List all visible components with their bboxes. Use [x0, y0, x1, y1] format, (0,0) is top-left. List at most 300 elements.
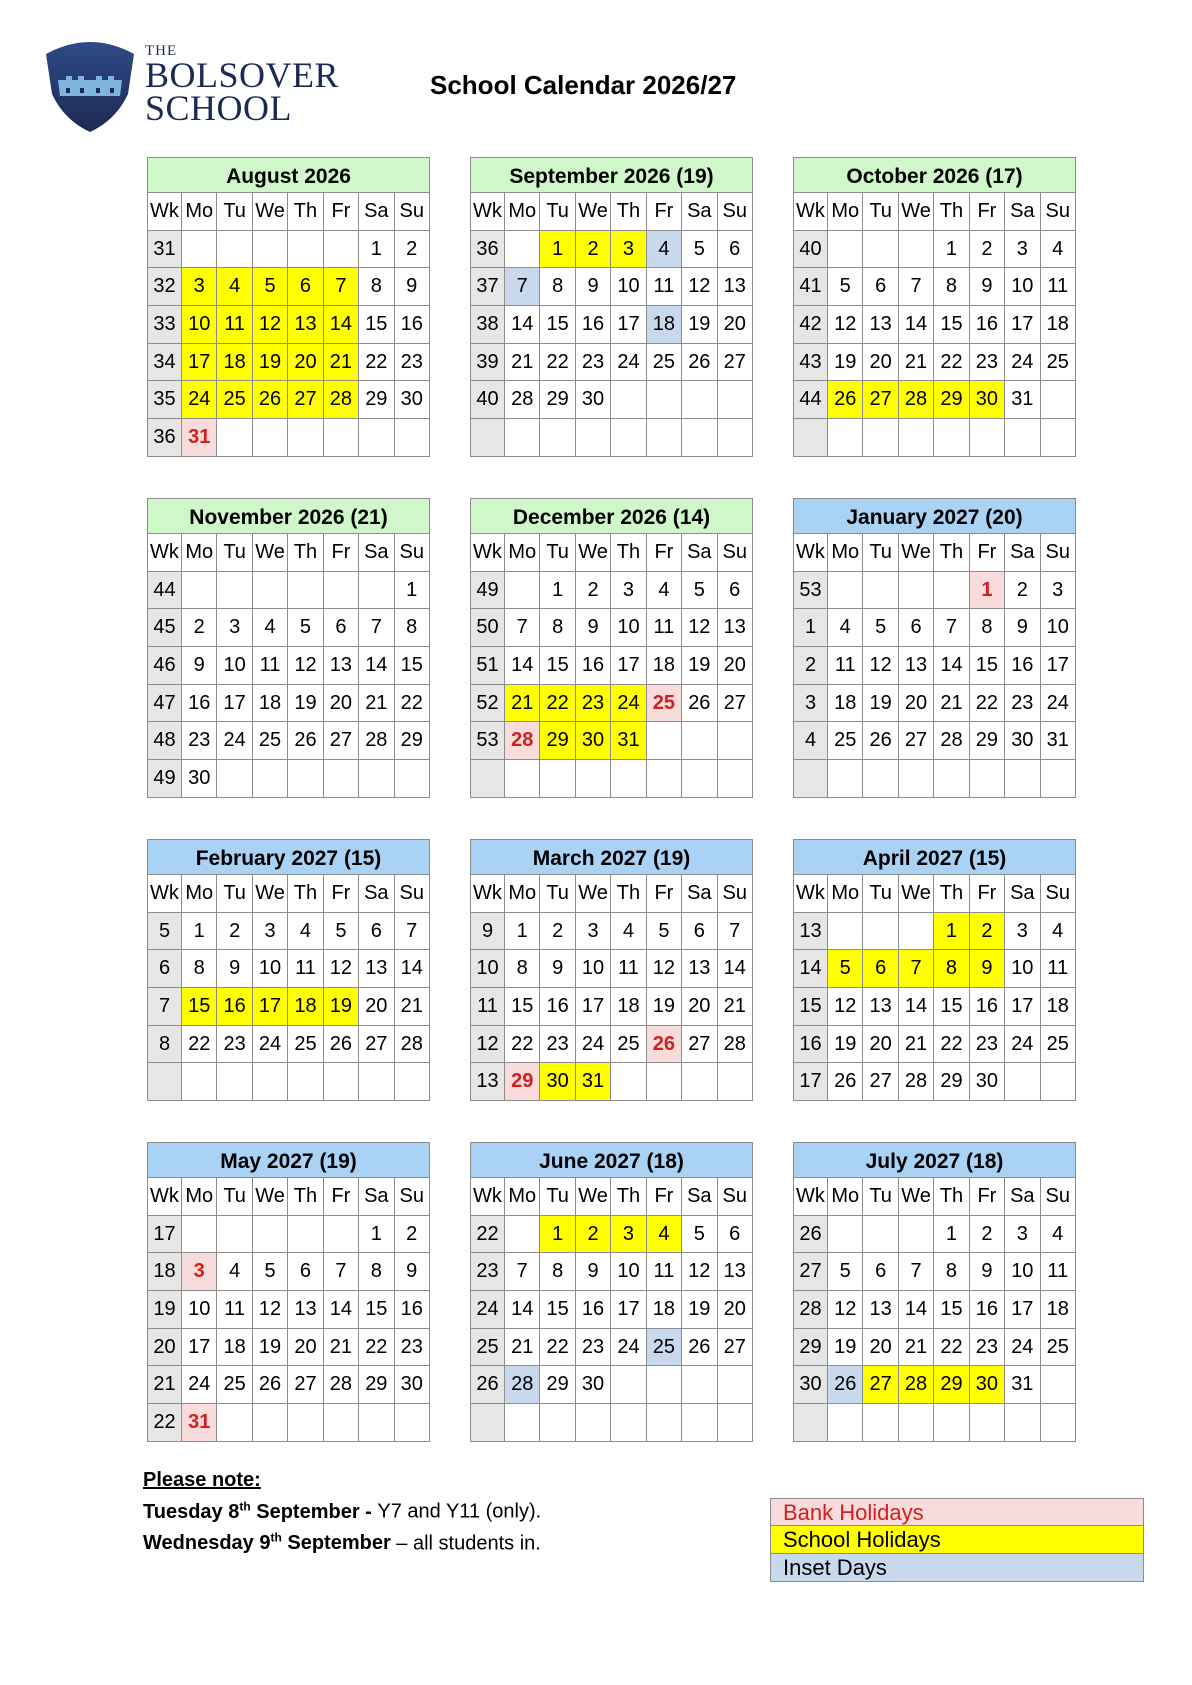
weekday-header: Sa: [1005, 193, 1040, 231]
empty-day-cell: [682, 760, 717, 798]
day-cell: 26: [828, 1366, 863, 1404]
empty-day-cell: [395, 419, 430, 457]
day-cell: 13: [682, 950, 717, 988]
day-cell: 12: [253, 306, 288, 344]
day-cell: 30: [395, 381, 430, 419]
day-cell: 26: [863, 722, 898, 760]
day-cell: 9: [970, 268, 1005, 306]
week-number-cell: 37: [470, 268, 505, 306]
day-cell: 3: [217, 609, 252, 647]
weekday-header: Th: [934, 534, 969, 572]
day-cell: 1: [970, 572, 1005, 610]
week-number-cell: 4: [793, 722, 828, 760]
week-number-cell: 44: [147, 572, 182, 610]
day-cell: 14: [899, 1291, 934, 1329]
week-number-header: Wk: [147, 193, 182, 231]
note-line-1-sup: th: [239, 1499, 251, 1513]
day-cell: 3: [611, 231, 646, 269]
day-cell: 27: [324, 722, 359, 760]
day-cell: 26: [682, 344, 717, 382]
weekday-header: Su: [395, 1178, 430, 1216]
day-cell: 8: [395, 609, 430, 647]
week-number-cell: 16: [793, 1026, 828, 1064]
day-cell: 3: [253, 913, 288, 951]
day-cell: 3: [611, 1216, 646, 1254]
day-cell: 23: [1005, 685, 1040, 723]
week-number-cell: 28: [793, 1291, 828, 1329]
day-cell: 28: [324, 1366, 359, 1404]
weekday-header: Fr: [970, 1178, 1005, 1216]
day-cell: 11: [647, 609, 682, 647]
day-cell: 2: [970, 231, 1005, 269]
day-cell: 15: [970, 647, 1005, 685]
weekday-header: We: [253, 193, 288, 231]
weekday-header: We: [576, 875, 611, 913]
day-cell: 23: [182, 722, 217, 760]
day-cell: 20: [863, 344, 898, 382]
day-cell: 5: [828, 950, 863, 988]
day-cell: 28: [934, 722, 969, 760]
day-cell: 5: [682, 1216, 717, 1254]
week-number-header: Wk: [147, 875, 182, 913]
day-cell: 28: [899, 381, 934, 419]
day-cell: 18: [217, 1329, 252, 1367]
empty-day-cell: [828, 760, 863, 798]
day-cell: 30: [395, 1366, 430, 1404]
day-cell: 17: [611, 1291, 646, 1329]
day-cell: 11: [1041, 950, 1076, 988]
week-number-header: Wk: [793, 534, 828, 572]
day-cell: 23: [970, 344, 1005, 382]
day-cell: 18: [611, 988, 646, 1026]
week-number-cell: 29: [793, 1329, 828, 1367]
empty-day-cell: [647, 419, 682, 457]
week-number-cell: 46: [147, 647, 182, 685]
day-cell: 10: [1041, 609, 1076, 647]
month-calendar: [470, 498, 753, 798]
month-day-grid: [470, 1178, 753, 1442]
week-number-cell: 52: [470, 685, 505, 723]
day-cell: 19: [288, 685, 323, 723]
day-cell: 1: [540, 572, 575, 610]
day-cell: 19: [863, 685, 898, 723]
week-number-cell: 34: [147, 344, 182, 382]
day-cell: 8: [359, 1253, 394, 1291]
empty-day-cell: [359, 760, 394, 798]
month-day-grid: [147, 1178, 430, 1442]
day-cell: 14: [505, 306, 540, 344]
day-cell: 18: [647, 647, 682, 685]
day-cell: 9: [395, 268, 430, 306]
day-cell: 4: [288, 913, 323, 951]
day-cell: 8: [182, 950, 217, 988]
day-cell: 6: [718, 572, 753, 610]
week-number-cell: 2: [793, 647, 828, 685]
empty-day-cell: [718, 1366, 753, 1404]
empty-day-cell: [182, 1063, 217, 1101]
logo-text-name-2: SCHOOL: [145, 88, 293, 128]
weekday-header: Tu: [217, 534, 252, 572]
week-number-cell: 51: [470, 647, 505, 685]
empty-day-cell: [253, 1216, 288, 1254]
empty-day-cell: [505, 419, 540, 457]
day-cell: 12: [863, 647, 898, 685]
weekday-header: Su: [1041, 534, 1076, 572]
note-line-2-sup: th: [270, 1530, 282, 1545]
day-cell: 24: [253, 1026, 288, 1064]
day-cell: 7: [718, 913, 753, 951]
empty-day-cell: [611, 381, 646, 419]
day-cell: 26: [647, 1026, 682, 1064]
month-day-grid: [793, 1178, 1076, 1442]
empty-day-cell: [182, 231, 217, 269]
empty-day-cell: [718, 722, 753, 760]
week-number-cell: [793, 419, 828, 457]
empty-day-cell: [253, 231, 288, 269]
month-title: February 2027 (15): [147, 839, 430, 875]
week-number-header: Wk: [470, 534, 505, 572]
day-cell: 21: [324, 344, 359, 382]
empty-day-cell: [1041, 419, 1076, 457]
day-cell: 24: [611, 344, 646, 382]
day-cell: 15: [540, 306, 575, 344]
day-cell: 14: [934, 647, 969, 685]
weekday-header: Su: [1041, 193, 1076, 231]
day-cell: 31: [576, 1063, 611, 1101]
day-cell: 18: [828, 685, 863, 723]
day-cell: 29: [934, 381, 969, 419]
day-cell: 9: [217, 950, 252, 988]
empty-day-cell: [253, 760, 288, 798]
weekday-header: Fr: [324, 534, 359, 572]
day-cell: 21: [505, 1329, 540, 1367]
day-cell: 11: [647, 1253, 682, 1291]
weekday-header: Su: [395, 534, 430, 572]
week-number-header: Wk: [470, 875, 505, 913]
weekday-header: Tu: [863, 875, 898, 913]
week-number-cell: 26: [470, 1366, 505, 1404]
day-cell: 16: [217, 988, 252, 1026]
empty-day-cell: [647, 722, 682, 760]
day-cell: 10: [1005, 268, 1040, 306]
month-day-grid: [470, 534, 753, 798]
day-cell: 17: [1041, 647, 1076, 685]
day-cell: 19: [682, 1291, 717, 1329]
day-cell: 18: [217, 344, 252, 382]
week-number-cell: 42: [793, 306, 828, 344]
week-number-cell: 22: [470, 1216, 505, 1254]
day-cell: 16: [970, 988, 1005, 1026]
day-cell: 3: [1005, 231, 1040, 269]
empty-day-cell: [611, 1063, 646, 1101]
empty-day-cell: [217, 419, 252, 457]
empty-day-cell: [217, 1216, 252, 1254]
weekday-header: Tu: [540, 193, 575, 231]
day-cell: 4: [647, 572, 682, 610]
weekday-header: Sa: [359, 1178, 394, 1216]
day-cell: 1: [934, 1216, 969, 1254]
day-cell: 10: [182, 306, 217, 344]
empty-day-cell: [253, 419, 288, 457]
day-cell: 18: [1041, 988, 1076, 1026]
weekday-header: Fr: [647, 534, 682, 572]
week-number-cell: 9: [470, 913, 505, 951]
weekday-header: Th: [288, 1178, 323, 1216]
month-title: June 2027 (18): [470, 1142, 753, 1178]
weekday-header: Mo: [182, 1178, 217, 1216]
day-cell: 25: [217, 381, 252, 419]
day-cell: 3: [182, 1253, 217, 1291]
day-cell: 23: [395, 1329, 430, 1367]
month-title: January 2027 (20): [793, 498, 1076, 534]
empty-day-cell: [934, 1404, 969, 1442]
day-cell: 21: [899, 1329, 934, 1367]
day-cell: 25: [1041, 344, 1076, 382]
weekday-header: We: [576, 193, 611, 231]
week-number-cell: 36: [470, 231, 505, 269]
day-cell: 31: [1005, 1366, 1040, 1404]
empty-day-cell: [288, 419, 323, 457]
day-cell: 27: [682, 1026, 717, 1064]
day-cell: 25: [288, 1026, 323, 1064]
day-cell: 1: [359, 1216, 394, 1254]
day-cell: 18: [647, 1291, 682, 1329]
day-cell: 17: [1005, 1291, 1040, 1329]
day-cell: 5: [828, 1253, 863, 1291]
empty-day-cell: [863, 1404, 898, 1442]
empty-day-cell: [1005, 1404, 1040, 1442]
empty-day-cell: [324, 1063, 359, 1101]
day-cell: 28: [899, 1366, 934, 1404]
weekday-header: Fr: [970, 875, 1005, 913]
week-number-cell: 24: [470, 1291, 505, 1329]
day-cell: 1: [395, 572, 430, 610]
day-cell: 13: [718, 1253, 753, 1291]
empty-day-cell: [718, 760, 753, 798]
day-cell: 22: [970, 685, 1005, 723]
day-cell: 28: [505, 722, 540, 760]
weekday-header: Sa: [682, 1178, 717, 1216]
empty-day-cell: [863, 231, 898, 269]
day-cell: 16: [576, 306, 611, 344]
week-number-header: Wk: [793, 193, 828, 231]
day-cell: 12: [828, 1291, 863, 1329]
weekday-header: Sa: [359, 875, 394, 913]
day-cell: 16: [970, 306, 1005, 344]
day-cell: 1: [540, 1216, 575, 1254]
shield-crest-icon: [44, 36, 136, 134]
day-cell: 9: [182, 647, 217, 685]
day-cell: 2: [576, 231, 611, 269]
day-cell: 8: [505, 950, 540, 988]
empty-day-cell: [324, 572, 359, 610]
weekday-header: Mo: [828, 193, 863, 231]
day-cell: 5: [682, 572, 717, 610]
week-number-header: Wk: [470, 193, 505, 231]
day-cell: 6: [288, 268, 323, 306]
empty-day-cell: [359, 572, 394, 610]
week-number-cell: 13: [793, 913, 828, 951]
empty-day-cell: [505, 760, 540, 798]
empty-day-cell: [863, 1216, 898, 1254]
day-cell: 22: [934, 344, 969, 382]
day-cell: 15: [934, 988, 969, 1026]
empty-day-cell: [899, 231, 934, 269]
day-cell: 2: [576, 1216, 611, 1254]
day-cell: 6: [863, 1253, 898, 1291]
weekday-header: Tu: [540, 1178, 575, 1216]
day-cell: 2: [217, 913, 252, 951]
day-cell: 1: [359, 231, 394, 269]
week-number-cell: 17: [147, 1216, 182, 1254]
day-cell: 17: [611, 306, 646, 344]
day-cell: 12: [324, 950, 359, 988]
month-calendar: [147, 498, 430, 798]
empty-day-cell: [395, 1404, 430, 1442]
month-title: May 2027 (19): [147, 1142, 430, 1178]
week-number-cell: 27: [793, 1253, 828, 1291]
day-cell: 4: [1041, 1216, 1076, 1254]
note-line-1-text: Y7 and Y11 (only).: [377, 1500, 542, 1523]
week-number-header: Wk: [470, 1178, 505, 1216]
day-cell: 24: [182, 381, 217, 419]
day-cell: 19: [828, 344, 863, 382]
empty-day-cell: [828, 913, 863, 951]
day-cell: 24: [1005, 1329, 1040, 1367]
day-cell: 2: [970, 1216, 1005, 1254]
day-cell: 8: [540, 1253, 575, 1291]
day-cell: 22: [359, 1329, 394, 1367]
day-cell: 17: [182, 1329, 217, 1367]
day-cell: 3: [1041, 572, 1076, 610]
day-cell: 22: [934, 1026, 969, 1064]
day-cell: 26: [253, 381, 288, 419]
week-number-cell: 8: [147, 1026, 182, 1064]
empty-day-cell: [682, 1366, 717, 1404]
weekday-header: We: [576, 534, 611, 572]
day-cell: 12: [288, 647, 323, 685]
note-line-2-date: Wednesday 9: [143, 1532, 271, 1555]
day-cell: 7: [899, 268, 934, 306]
empty-day-cell: [828, 419, 863, 457]
day-cell: 7: [359, 609, 394, 647]
day-cell: 28: [505, 381, 540, 419]
day-cell: 31: [182, 1404, 217, 1442]
empty-day-cell: [540, 1404, 575, 1442]
weekday-header: We: [253, 534, 288, 572]
week-number-cell: 30: [793, 1366, 828, 1404]
day-cell: 25: [1041, 1026, 1076, 1064]
day-cell: 31: [611, 722, 646, 760]
notes-section: [143, 1467, 541, 1556]
week-number-cell: 32: [147, 268, 182, 306]
weekday-header: Th: [611, 534, 646, 572]
day-cell: 17: [1005, 988, 1040, 1026]
week-number-cell: 11: [470, 988, 505, 1026]
day-cell: 27: [718, 685, 753, 723]
note-line-1-month: September -: [250, 1500, 378, 1523]
empty-day-cell: [324, 1404, 359, 1442]
legend: [770, 1498, 1144, 1582]
day-cell: 14: [899, 306, 934, 344]
day-cell: 12: [647, 950, 682, 988]
day-cell: 15: [540, 647, 575, 685]
day-cell: 17: [253, 988, 288, 1026]
day-cell: 18: [253, 685, 288, 723]
weekday-header: Tu: [217, 875, 252, 913]
day-cell: 30: [1005, 722, 1040, 760]
day-cell: 9: [576, 1253, 611, 1291]
day-cell: 15: [359, 1291, 394, 1329]
weekday-header: Tu: [863, 534, 898, 572]
day-cell: 21: [324, 1329, 359, 1367]
day-cell: 12: [682, 1253, 717, 1291]
day-cell: 20: [718, 306, 753, 344]
month-title: March 2027 (19): [470, 839, 753, 875]
day-cell: 18: [288, 988, 323, 1026]
day-cell: 11: [828, 647, 863, 685]
day-cell: 16: [576, 647, 611, 685]
day-cell: 24: [1041, 685, 1076, 723]
empty-day-cell: [934, 572, 969, 610]
month-title: August 2026: [147, 157, 430, 193]
month-day-grid: [147, 193, 430, 457]
month-day-grid: [793, 193, 1076, 457]
day-cell: 21: [359, 685, 394, 723]
day-cell: 29: [540, 1366, 575, 1404]
day-cell: 10: [217, 647, 252, 685]
day-cell: 8: [359, 268, 394, 306]
day-cell: 27: [718, 1329, 753, 1367]
day-cell: 3: [1005, 913, 1040, 951]
week-number-cell: 43: [793, 344, 828, 382]
day-cell: 9: [1005, 609, 1040, 647]
weekday-header: Sa: [1005, 534, 1040, 572]
day-cell: 29: [540, 722, 575, 760]
day-cell: 15: [505, 988, 540, 1026]
day-cell: 30: [970, 1063, 1005, 1101]
day-cell: 5: [682, 231, 717, 269]
day-cell: 10: [576, 950, 611, 988]
weekday-header: We: [899, 534, 934, 572]
empty-day-cell: [324, 1216, 359, 1254]
day-cell: 29: [934, 1366, 969, 1404]
month-title: December 2026 (14): [470, 498, 753, 534]
week-number-cell: [470, 419, 505, 457]
day-cell: 26: [828, 1063, 863, 1101]
empty-day-cell: [359, 1063, 394, 1101]
note-line-1-date: Tuesday 8: [143, 1500, 240, 1523]
day-cell: 31: [182, 419, 217, 457]
empty-day-cell: [682, 1063, 717, 1101]
day-cell: 29: [505, 1063, 540, 1101]
empty-day-cell: [576, 1404, 611, 1442]
day-cell: 6: [899, 609, 934, 647]
day-cell: 29: [359, 1366, 394, 1404]
day-cell: 23: [970, 1329, 1005, 1367]
week-number-cell: 33: [147, 306, 182, 344]
month-calendar: [793, 839, 1076, 1101]
day-cell: 7: [934, 609, 969, 647]
day-cell: 15: [395, 647, 430, 685]
weekday-header: Th: [288, 875, 323, 913]
day-cell: 26: [253, 1366, 288, 1404]
week-number-cell: 49: [470, 572, 505, 610]
day-cell: 26: [288, 722, 323, 760]
day-cell: 13: [863, 1291, 898, 1329]
weekday-header: Mo: [505, 534, 540, 572]
day-cell: 2: [576, 572, 611, 610]
